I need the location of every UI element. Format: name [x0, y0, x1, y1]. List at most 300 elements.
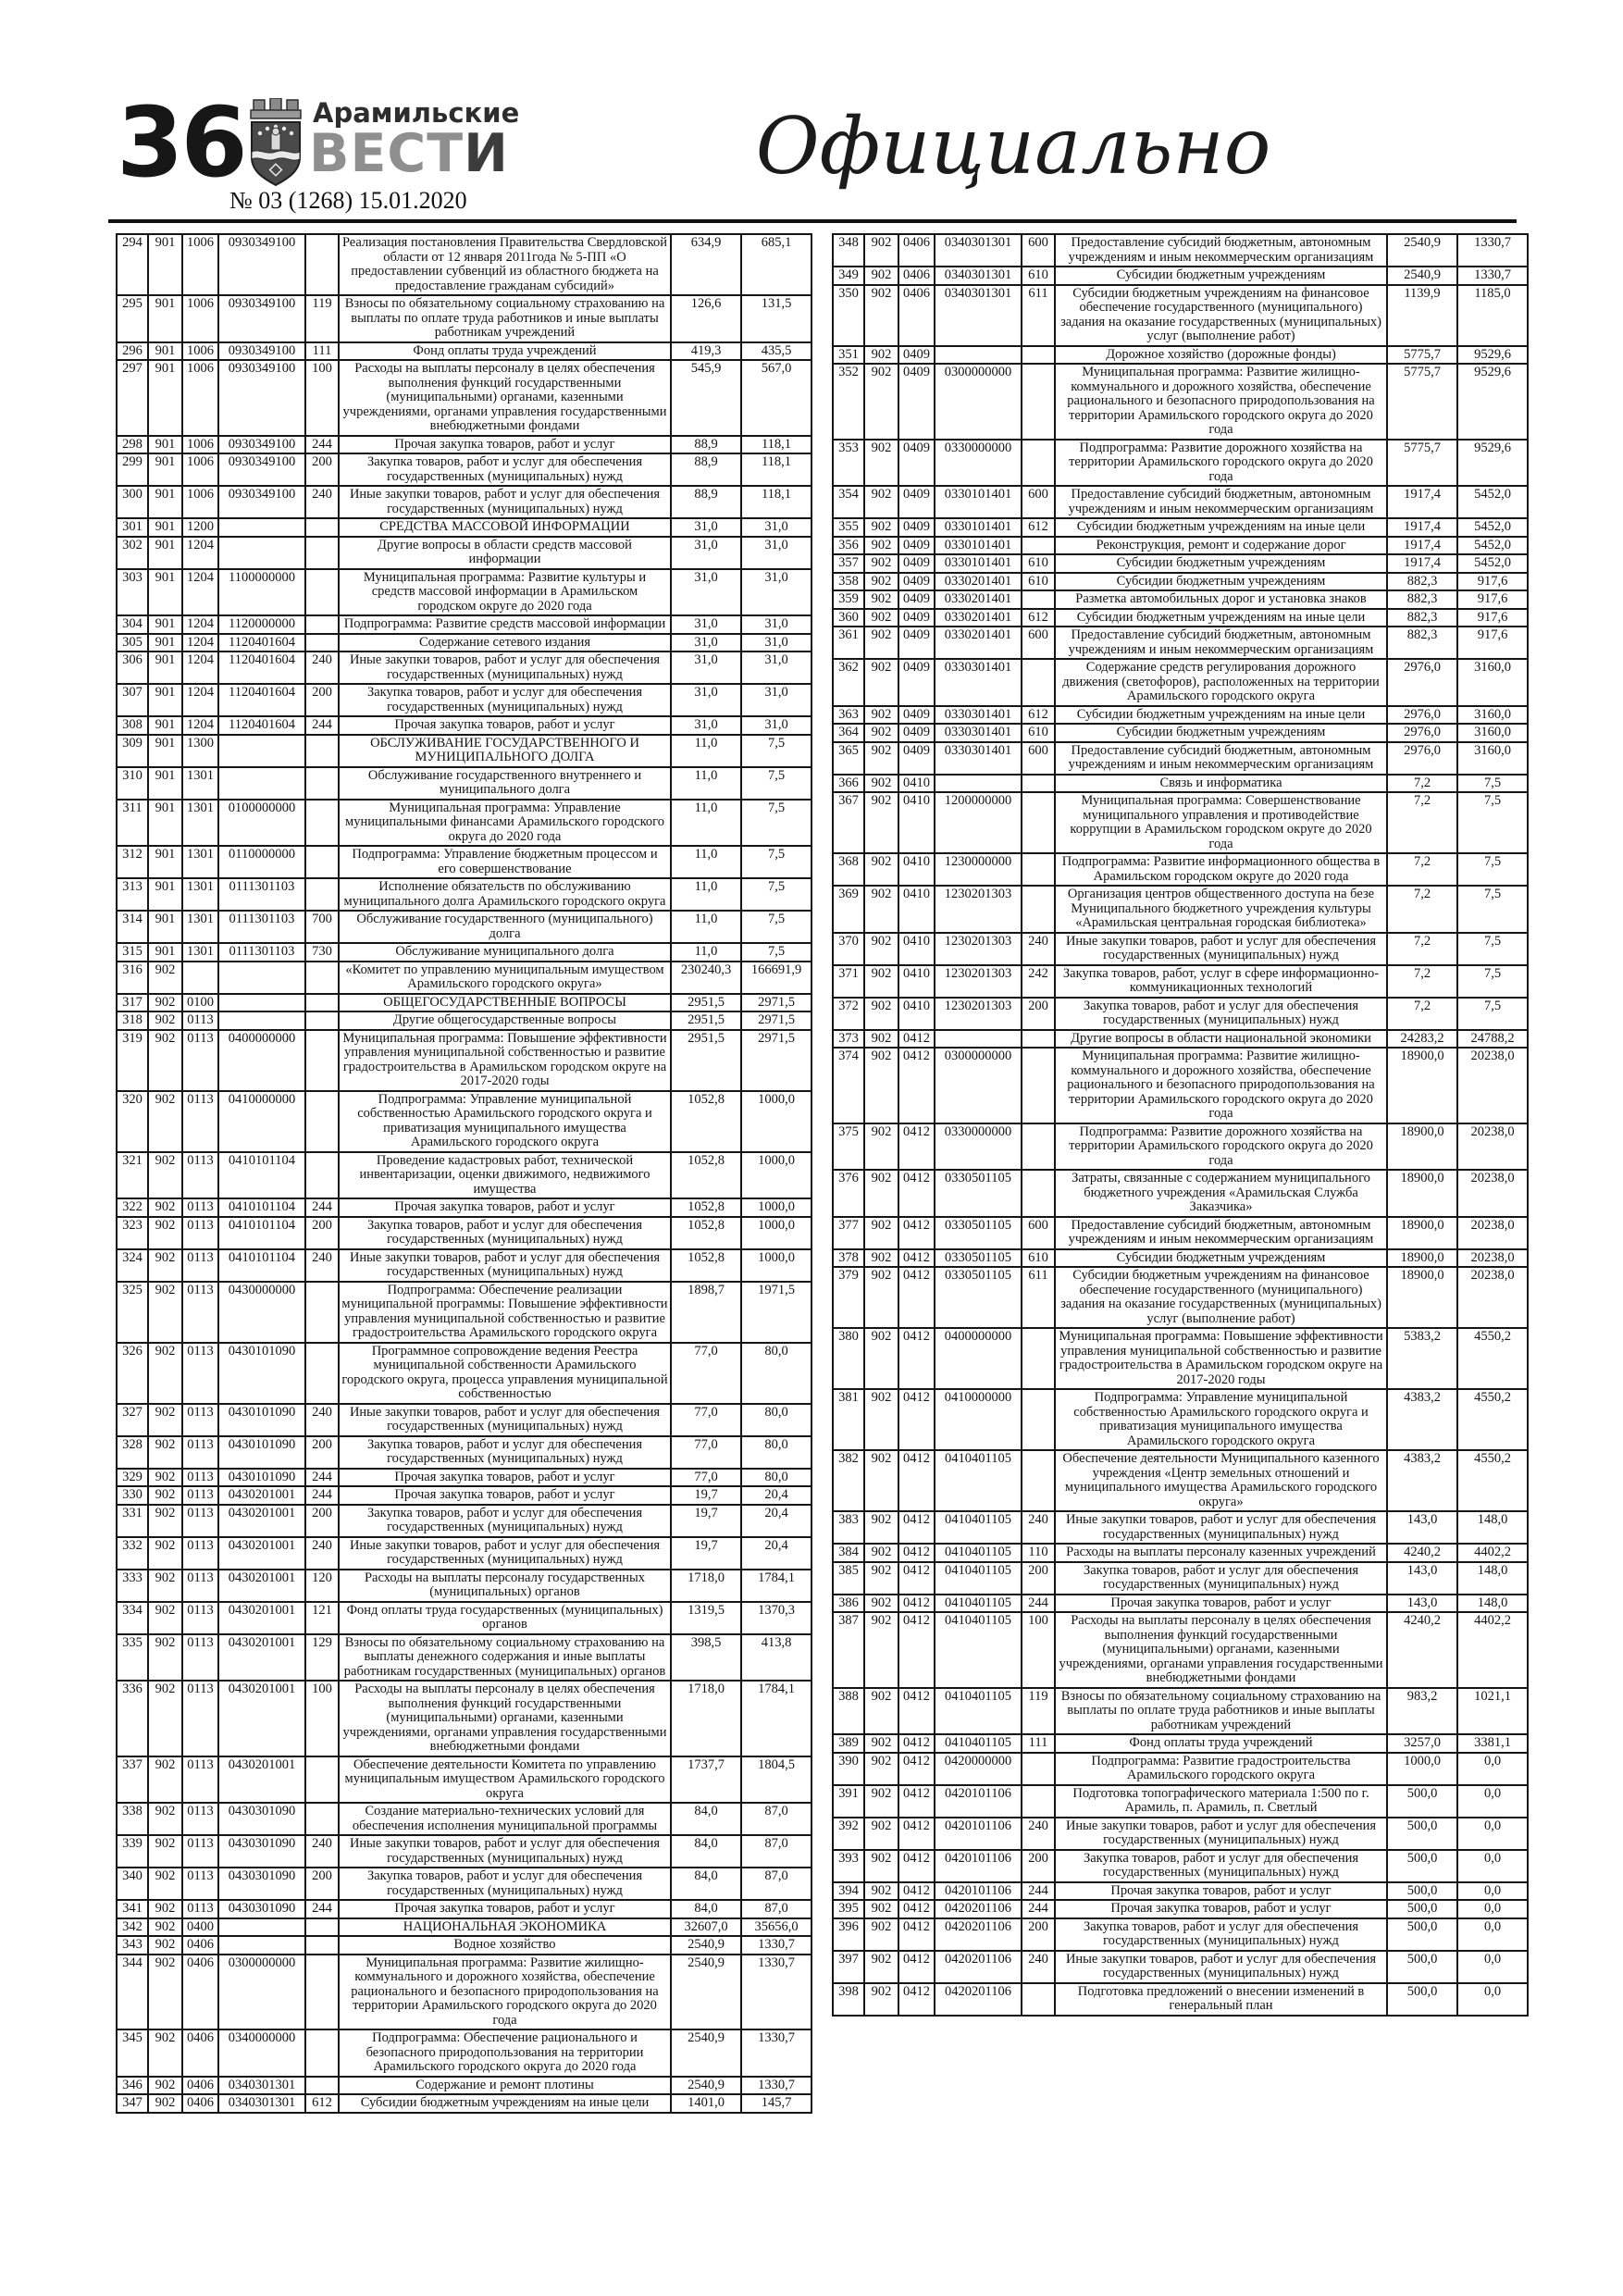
- expense-name-cell: Муниципальная программа: Совершенствование муниципального управления и противодействие коррупции в Арамильском городском округе до 2020 года: [1055, 792, 1387, 853]
- amount-col2-cell: 1784,1: [741, 1570, 812, 1602]
- row-number-cell: 323: [117, 1217, 148, 1249]
- target-article-cell: [218, 735, 305, 767]
- expense-name-cell: Прочая закупка товаров, работ и услуг: [339, 1198, 671, 1217]
- expense-type-cell: [305, 800, 339, 847]
- section-code-cell: 0412: [898, 1389, 935, 1450]
- amount-col1-cell: 31,0: [671, 569, 741, 616]
- amount-col2-cell: 31,0: [741, 634, 812, 652]
- amount-col1-cell: 2540,9: [671, 2077, 741, 2095]
- admin-code-cell: 902: [864, 1918, 898, 1951]
- expense-name-cell: Дорожное хозяйство (дорожные фонды): [1055, 346, 1387, 365]
- amount-col2-cell: 20238,0: [1457, 1249, 1528, 1268]
- target-article-cell: 0410401105: [935, 1595, 1022, 1613]
- expense-name-cell: Иные закупки товаров, работ и услуг для обеспечения государственных (муниципальных) нужд: [339, 486, 671, 518]
- row-number-cell: 313: [117, 878, 148, 911]
- section-code-cell: 0113: [182, 1835, 218, 1868]
- row-number-cell: 360: [833, 609, 864, 627]
- amount-col2-cell: 4550,2: [1457, 1328, 1528, 1389]
- admin-code-cell: 902: [864, 267, 898, 285]
- amount-col1-cell: 31,0: [671, 684, 741, 716]
- section-code-cell: 1204: [182, 615, 218, 634]
- admin-code-cell: 902: [148, 1282, 182, 1343]
- row-number-cell: 346: [117, 2077, 148, 2095]
- section-code-cell: 0113: [182, 1505, 218, 1537]
- table-row: [833, 1030, 1528, 1049]
- target-article-cell: [218, 1011, 305, 1030]
- target-article-cell: 0330201401: [935, 573, 1022, 591]
- amount-col1-cell: 7,2: [1387, 792, 1457, 853]
- table-row: [117, 1955, 812, 2030]
- target-article-cell: 0330501105: [935, 1170, 1022, 1217]
- expense-name-cell: Взносы по обязательному социальному страхованию на выплаты по оплате труда работников и иные выплаты работникам учреждений: [339, 295, 671, 342]
- amount-col2-cell: 7,5: [741, 767, 812, 800]
- section-code-cell: 0412: [898, 1850, 935, 1882]
- amount-col2-cell: 1000,0: [741, 1091, 812, 1152]
- expense-type-cell: 610: [1022, 554, 1055, 573]
- amount-col2-cell: 80,0: [741, 1404, 812, 1436]
- table-row: [833, 1595, 1528, 1613]
- section-code-cell: 1300: [182, 735, 218, 767]
- section-code-cell: 0113: [182, 1803, 218, 1835]
- admin-code-cell: 902: [864, 518, 898, 537]
- admin-code-cell: 902: [148, 2029, 182, 2077]
- row-number-cell: 317: [117, 994, 148, 1012]
- target-article-cell: 0330101401: [935, 537, 1022, 555]
- section-code-cell: 0409: [898, 590, 935, 609]
- table-row: [117, 652, 812, 684]
- expense-name-cell: Закупка товаров, работ и услуг для обеспечения государственных (муниципальных) нужд: [1055, 1850, 1387, 1882]
- admin-code-cell: 901: [148, 569, 182, 616]
- expense-name-cell: Фонд оплаты труда государственных (муниципальных) органов: [339, 1602, 671, 1634]
- table-row: [117, 800, 812, 847]
- table-row: [833, 1450, 1528, 1511]
- amount-col1-cell: 5383,2: [1387, 1328, 1457, 1389]
- row-number-cell: 382: [833, 1450, 864, 1511]
- section-code-cell: 0113: [182, 1030, 218, 1091]
- expense-name-cell: Расходы на выплаты персоналу казенных учреждений: [1055, 1544, 1387, 1562]
- row-number-cell: 347: [117, 2094, 148, 2113]
- admin-code-cell: 902: [864, 659, 898, 706]
- admin-code-cell: 902: [864, 1267, 898, 1328]
- amount-col2-cell: 2971,5: [741, 1011, 812, 1030]
- amount-col1-cell: 2540,9: [671, 2029, 741, 2077]
- expense-type-cell: 200: [1022, 998, 1055, 1030]
- admin-code-cell: 902: [148, 962, 182, 994]
- expense-type-cell: 110: [1022, 1544, 1055, 1562]
- row-number-cell: 354: [833, 486, 864, 518]
- row-number-cell: 372: [833, 998, 864, 1030]
- amount-col1-cell: 1052,8: [671, 1249, 741, 1282]
- expense-type-cell: 121: [305, 1602, 339, 1634]
- target-article-cell: 0330201401: [935, 627, 1022, 659]
- admin-code-cell: 902: [864, 886, 898, 933]
- amount-col2-cell: 1000,0: [741, 1198, 812, 1217]
- amount-col2-cell: 1971,5: [741, 1282, 812, 1343]
- amount-col1-cell: 84,0: [671, 1835, 741, 1868]
- amount-col1-cell: 7,2: [1387, 853, 1457, 886]
- row-number-cell: 396: [833, 1918, 864, 1951]
- row-number-cell: 339: [117, 1835, 148, 1868]
- expense-name-cell: Иные закупки товаров, работ и услуг для обеспечения государственных (муниципальных) нужд: [339, 652, 671, 684]
- amount-col2-cell: 3160,0: [1457, 706, 1528, 725]
- amount-col1-cell: 4240,2: [1387, 1612, 1457, 1688]
- row-number-cell: 356: [833, 537, 864, 555]
- row-number-cell: 314: [117, 911, 148, 943]
- section-code-cell: 0113: [182, 1900, 218, 1918]
- table-row: [833, 590, 1528, 609]
- amount-col1-cell: 1052,8: [671, 1152, 741, 1199]
- amount-col2-cell: 3381,1: [1457, 1734, 1528, 1753]
- amount-col1-cell: 31,0: [671, 716, 741, 735]
- row-number-cell: 374: [833, 1048, 864, 1123]
- amount-col2-cell: 917,6: [1457, 627, 1528, 659]
- admin-code-cell: 902: [864, 1511, 898, 1544]
- expense-name-cell: Водное хозяйство: [339, 1936, 671, 1955]
- amount-col2-cell: 20238,0: [1457, 1267, 1528, 1328]
- amount-col2-cell: 0,0: [1457, 1983, 1528, 2016]
- section-code-cell: 1204: [182, 684, 218, 716]
- admin-code-cell: 901: [148, 518, 182, 537]
- amount-col1-cell: 77,0: [671, 1469, 741, 1487]
- table-row: [117, 537, 812, 569]
- amount-col1-cell: 1718,0: [671, 1681, 741, 1756]
- section-code-cell: 0412: [898, 1030, 935, 1049]
- amount-col1-cell: 2976,0: [1387, 659, 1457, 706]
- expense-name-cell: Закупка товаров, работ и услуг для обеспечения государственных (муниципальных) нужд: [339, 684, 671, 716]
- section-code-cell: 0113: [182, 1602, 218, 1634]
- table-row: [117, 1249, 812, 1282]
- admin-code-cell: 901: [148, 453, 182, 486]
- table-row: [833, 1511, 1528, 1544]
- admin-code-cell: 902: [148, 1011, 182, 1030]
- section-code-cell: 0100: [182, 994, 218, 1012]
- expense-name-cell: Прочая закупка товаров, работ и услуг: [339, 1486, 671, 1505]
- table-row: [117, 1868, 812, 1900]
- target-article-cell: 0410401105: [935, 1688, 1022, 1735]
- row-number-cell: 390: [833, 1753, 864, 1785]
- row-number-cell: 357: [833, 554, 864, 573]
- amount-col1-cell: 419,3: [671, 342, 741, 361]
- table-row: [833, 1328, 1528, 1389]
- expense-type-cell: 111: [305, 342, 339, 361]
- expense-name-cell: Обслуживание государственного внутреннего и муниципального долга: [339, 767, 671, 800]
- amount-col1-cell: 84,0: [671, 1900, 741, 1918]
- row-number-cell: 345: [117, 2029, 148, 2077]
- amount-col2-cell: 4550,2: [1457, 1450, 1528, 1511]
- row-number-cell: 321: [117, 1152, 148, 1199]
- section-code-cell: 1006: [182, 295, 218, 342]
- section-code-cell: 0409: [898, 724, 935, 742]
- table-row: [833, 1850, 1528, 1882]
- target-article-cell: [218, 1918, 305, 1937]
- expense-name-cell: Подпрограмма: Развитие информационного общества в Арамильском городском округе до 2020 года: [1055, 853, 1387, 886]
- expense-type-cell: 240: [1022, 1951, 1055, 1983]
- city-emblem-icon: [248, 98, 304, 189]
- expense-type-cell: 200: [1022, 1850, 1055, 1882]
- table-row: [117, 1537, 812, 1570]
- admin-code-cell: 902: [864, 1850, 898, 1882]
- target-article-cell: 0420201106: [935, 1918, 1022, 1951]
- table-row: [833, 554, 1528, 573]
- expense-type-cell: 119: [305, 295, 339, 342]
- expense-type-cell: 244: [1022, 1595, 1055, 1613]
- section-code-cell: 0113: [182, 1634, 218, 1682]
- section-code-cell: 0410: [898, 775, 935, 793]
- admin-code-cell: 902: [148, 1343, 182, 1404]
- admin-code-cell: 901: [148, 716, 182, 735]
- section-code-cell: 0412: [898, 1170, 935, 1217]
- expense-name-cell: Предоставление субсидий бюджетным, автономным учреждениям и иным некоммерческим организациям: [1055, 486, 1387, 518]
- table-row: [833, 659, 1528, 706]
- amount-col1-cell: 5775,7: [1387, 364, 1457, 440]
- table-row: [833, 1983, 1528, 2016]
- amount-col2-cell: 7,5: [1457, 886, 1528, 933]
- amount-col2-cell: 20238,0: [1457, 1123, 1528, 1171]
- section-code-cell: 1006: [182, 360, 218, 436]
- target-article-cell: 0930349100: [218, 342, 305, 361]
- expense-name-cell: Подпрограмма: Развитие средств массовой информации: [339, 615, 671, 634]
- section-code-cell: 0113: [182, 1011, 218, 1030]
- amount-col2-cell: 5452,0: [1457, 537, 1528, 555]
- row-number-cell: 383: [833, 1511, 864, 1544]
- table-row: [117, 1681, 812, 1756]
- target-article-cell: 0930349100: [218, 486, 305, 518]
- admin-code-cell: 902: [864, 1818, 898, 1850]
- table-row: [117, 634, 812, 652]
- target-article-cell: 0340301301: [218, 2094, 305, 2113]
- amount-col1-cell: 7,2: [1387, 998, 1457, 1030]
- target-article-cell: 0420101106: [935, 1785, 1022, 1818]
- admin-code-cell: 901: [148, 684, 182, 716]
- target-article-cell: 0300000000: [935, 364, 1022, 440]
- amount-col1-cell: 19,7: [671, 1505, 741, 1537]
- target-article-cell: 0340301301: [935, 234, 1022, 267]
- expense-name-cell: Субсидии бюджетным учреждениям: [1055, 573, 1387, 591]
- admin-code-cell: 901: [148, 295, 182, 342]
- amount-col1-cell: 500,0: [1387, 1918, 1457, 1951]
- row-number-cell: 370: [833, 933, 864, 965]
- admin-code-cell: 902: [864, 590, 898, 609]
- table-row: [117, 295, 812, 342]
- expense-name-cell: Иные закупки товаров, работ и услуг для обеспечения государственных (муниципальных) нужд: [339, 1249, 671, 1282]
- amount-col2-cell: 4402,2: [1457, 1544, 1528, 1562]
- amount-col1-cell: 126,6: [671, 295, 741, 342]
- expense-name-cell: Субсидии бюджетным учреждениям на иные цели: [1055, 609, 1387, 627]
- target-article-cell: 0340301301: [935, 285, 1022, 346]
- section-code-cell: 0113: [182, 1404, 218, 1436]
- expense-type-cell: [305, 1918, 339, 1937]
- expense-name-cell: Обслуживание муниципального долга: [339, 943, 671, 962]
- amount-col1-cell: 31,0: [671, 537, 741, 569]
- table-row: [833, 609, 1528, 627]
- amount-col2-cell: 31,0: [741, 684, 812, 716]
- section-code-cell: 1006: [182, 342, 218, 361]
- row-number-cell: 330: [117, 1486, 148, 1505]
- amount-col1-cell: 19,7: [671, 1537, 741, 1570]
- table-row: [117, 1011, 812, 1030]
- target-article-cell: 0340301301: [218, 2077, 305, 2095]
- expense-type-cell: 242: [1022, 965, 1055, 998]
- expense-type-cell: [305, 1282, 339, 1343]
- amount-col2-cell: 31,0: [741, 537, 812, 569]
- row-number-cell: 359: [833, 590, 864, 609]
- section-code-cell: 1204: [182, 537, 218, 569]
- amount-col2-cell: 4402,2: [1457, 1612, 1528, 1688]
- admin-code-cell: 901: [148, 767, 182, 800]
- section-code-cell: 0406: [898, 285, 935, 346]
- target-article-cell: 0930349100: [218, 295, 305, 342]
- row-number-cell: 302: [117, 537, 148, 569]
- admin-code-cell: 902: [148, 1634, 182, 1682]
- amount-col2-cell: 1330,7: [741, 2029, 812, 2077]
- amount-col2-cell: 80,0: [741, 1469, 812, 1487]
- expense-name-cell: Содержание средств регулирования дорожного движения (светофоров), расположенных на территории Арамильского городского округа: [1055, 659, 1387, 706]
- section-code-cell: 0409: [898, 706, 935, 725]
- amount-col2-cell: 1784,1: [741, 1681, 812, 1756]
- expense-type-cell: 612: [305, 2094, 339, 2113]
- target-article-cell: 0430101090: [218, 1469, 305, 1487]
- row-number-cell: 398: [833, 1983, 864, 2016]
- table-row: [833, 1249, 1528, 1268]
- expense-type-cell: 700: [305, 911, 339, 943]
- amount-col1-cell: 1898,7: [671, 1282, 741, 1343]
- section-code-cell: 1204: [182, 652, 218, 684]
- amount-col1-cell: 1319,5: [671, 1602, 741, 1634]
- section-code-cell: 1301: [182, 767, 218, 800]
- row-number-cell: 337: [117, 1756, 148, 1804]
- expense-type-cell: 129: [305, 1634, 339, 1682]
- admin-code-cell: 902: [864, 486, 898, 518]
- expense-type-cell: 200: [305, 453, 339, 486]
- amount-col2-cell: 1330,7: [1457, 234, 1528, 267]
- expense-type-cell: [305, 615, 339, 634]
- expense-name-cell: Иные закупки товаров, работ и услуг для обеспечения государственных (муниципальных) нужд: [339, 1835, 671, 1868]
- section-code-cell: 0412: [898, 1249, 935, 1268]
- amount-col1-cell: 143,0: [1387, 1595, 1457, 1613]
- amount-col1-cell: 634,9: [671, 234, 741, 295]
- section-code-cell: 1301: [182, 800, 218, 847]
- amount-col2-cell: 118,1: [741, 486, 812, 518]
- expense-type-cell: 610: [1022, 267, 1055, 285]
- amount-col2-cell: 166691,9: [741, 962, 812, 994]
- amount-col1-cell: 77,0: [671, 1436, 741, 1469]
- target-article-cell: 0420201106: [935, 1951, 1022, 1983]
- section-code-cell: 0412: [898, 1048, 935, 1123]
- target-article-cell: 0111301103: [218, 943, 305, 962]
- admin-code-cell: 901: [148, 846, 182, 878]
- amount-col2-cell: 0,0: [1457, 1900, 1528, 1918]
- section-code-cell: 0412: [898, 1688, 935, 1735]
- amount-col1-cell: 2540,9: [671, 1936, 741, 1955]
- amount-col2-cell: 4550,2: [1457, 1389, 1528, 1450]
- admin-code-cell: 902: [864, 724, 898, 742]
- target-article-cell: 0410101104: [218, 1152, 305, 1199]
- amount-col1-cell: 84,0: [671, 1803, 741, 1835]
- section-code-cell: 0409: [898, 518, 935, 537]
- target-article-cell: 0410101104: [218, 1249, 305, 1282]
- row-number-cell: 380: [833, 1328, 864, 1389]
- amount-col2-cell: 118,1: [741, 453, 812, 486]
- expense-name-cell: Взносы по обязательному социальному страхованию на выплаты денежного содержания и иные выплаты работникам государственных (муниципальных) органов: [339, 1634, 671, 1682]
- expense-name-cell: Закупка товаров, работ и услуг для обеспечения государственных (муниципальных) нужд: [1055, 998, 1387, 1030]
- admin-code-cell: 902: [864, 1753, 898, 1785]
- amount-col2-cell: 24788,2: [1457, 1030, 1528, 1049]
- amount-col2-cell: 1370,3: [741, 1602, 812, 1634]
- expense-name-cell: НАЦИОНАЛЬНАЯ ЭКОНОМИКА: [339, 1918, 671, 1937]
- admin-code-cell: 901: [148, 911, 182, 943]
- table-row: [117, 1900, 812, 1918]
- amount-col2-cell: 0,0: [1457, 1753, 1528, 1785]
- admin-code-cell: 901: [148, 486, 182, 518]
- section-code-cell: 0412: [898, 1450, 935, 1511]
- table-row: [833, 998, 1528, 1030]
- target-article-cell: 0330201401: [935, 609, 1022, 627]
- target-article-cell: 0430301090: [218, 1868, 305, 1900]
- row-number-cell: 336: [117, 1681, 148, 1756]
- admin-code-cell: 902: [148, 1217, 182, 1249]
- amount-col2-cell: 20238,0: [1457, 1048, 1528, 1123]
- expense-type-cell: 600: [1022, 742, 1055, 775]
- section-code-cell: 0400: [182, 1918, 218, 1937]
- amount-col2-cell: 5452,0: [1457, 554, 1528, 573]
- expense-name-cell: Субсидии бюджетным учреждениям на финансовое обеспечение государственного (муниципального) задания на оказание государственных (муниципальных) услуг (выполнение работ): [1055, 285, 1387, 346]
- target-article-cell: [218, 1936, 305, 1955]
- target-article-cell: 0930349100: [218, 234, 305, 295]
- row-number-cell: 365: [833, 742, 864, 775]
- section-code-cell: 0113: [182, 1198, 218, 1217]
- expense-type-cell: 240: [305, 1249, 339, 1282]
- row-number-cell: 363: [833, 706, 864, 725]
- target-article-cell: 0330000000: [935, 440, 1022, 487]
- admin-code-cell: 902: [864, 1544, 898, 1562]
- row-number-cell: 378: [833, 1249, 864, 1268]
- amount-col2-cell: 1000,0: [741, 1249, 812, 1282]
- amount-col1-cell: 2976,0: [1387, 742, 1457, 775]
- admin-code-cell: 901: [148, 878, 182, 911]
- amount-col1-cell: 7,2: [1387, 933, 1457, 965]
- expense-name-cell: Предоставление субсидий бюджетным, автономным учреждениям и иным некоммерческим организациям: [1055, 742, 1387, 775]
- table-row: [833, 518, 1528, 537]
- row-number-cell: 318: [117, 1011, 148, 1030]
- table-row: [117, 453, 812, 486]
- amount-col2-cell: 87,0: [741, 1868, 812, 1900]
- section-code-cell: 0410: [898, 792, 935, 853]
- expense-name-cell: Муниципальная программа: Управление муниципальными финансами Арамильского городского округа до 2020 года: [339, 800, 671, 847]
- admin-code-cell: 902: [864, 792, 898, 853]
- row-number-cell: 349: [833, 267, 864, 285]
- expense-name-cell: Другие вопросы в области средств массовой информации: [339, 537, 671, 569]
- admin-code-cell: 902: [148, 1152, 182, 1199]
- admin-code-cell: 902: [864, 1249, 898, 1268]
- expense-type-cell: [305, 1756, 339, 1804]
- expense-type-cell: [1022, 1389, 1055, 1450]
- newspaper-name-gray-part: ВЕСТ: [309, 123, 465, 184]
- table-row: [833, 1267, 1528, 1328]
- expense-name-cell: Иные закупки товаров, работ и услуг для обеспечения государственных (муниципальных) нужд: [339, 1404, 671, 1436]
- section-code-cell: 0409: [898, 364, 935, 440]
- expense-type-cell: [1022, 792, 1055, 853]
- admin-code-cell: 902: [148, 1955, 182, 2030]
- target-article-cell: 0430201001: [218, 1681, 305, 1756]
- table-row: [833, 1753, 1528, 1785]
- newspaper-name-line1: Арамильские: [313, 97, 520, 129]
- amount-col2-cell: 1330,7: [741, 1936, 812, 1955]
- row-number-cell: 296: [117, 342, 148, 361]
- expense-type-cell: [305, 1091, 339, 1152]
- header-rule-divider: [108, 219, 1517, 223]
- amount-col1-cell: 398,5: [671, 1634, 741, 1682]
- expense-name-cell: Обеспечение деятельности Комитета по управлению муниципальным имуществом Арамильского городского округа: [339, 1756, 671, 1804]
